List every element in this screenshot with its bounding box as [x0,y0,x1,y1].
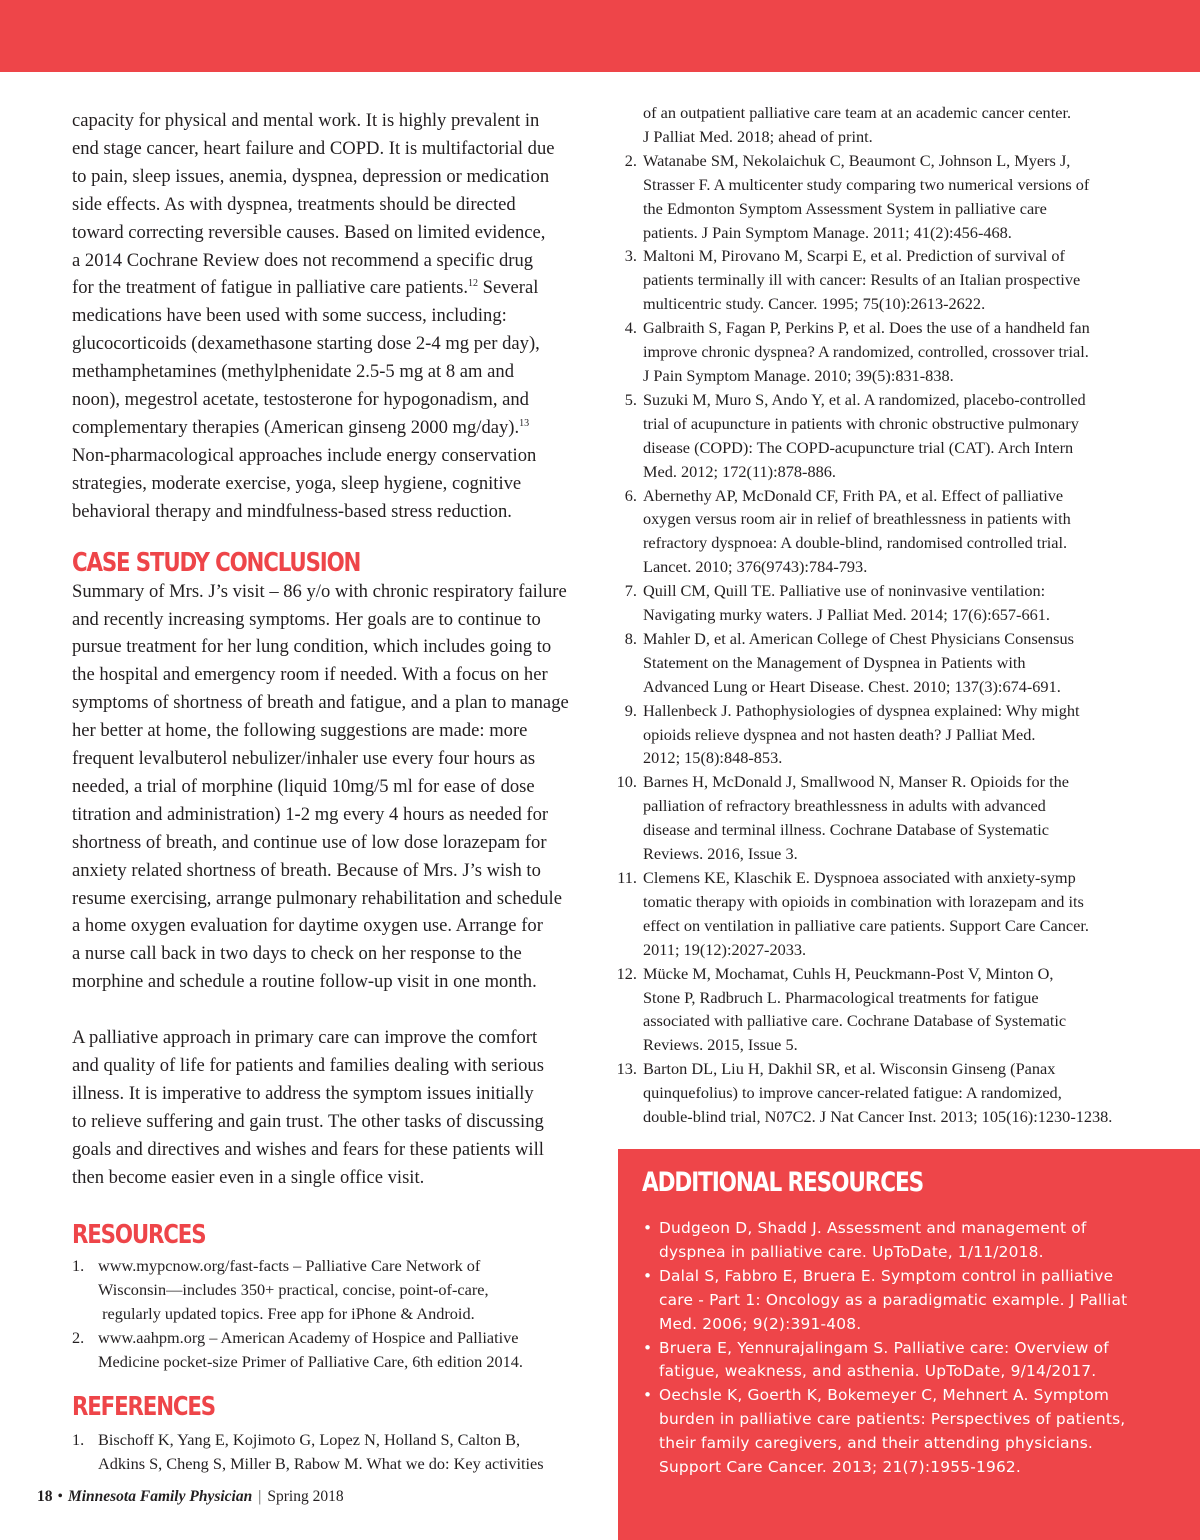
list-item: 3. Maltoni M, Pirovano M, Scarpi E, et al. Prediction of survival of patients terminally ill with cancer: Results of an Italian prospective multicentric study. Cancer. 1995; 75(10):2613-2622. [624,246,1081,314]
page-footer [37,1488,344,1506]
list-item: • Dalal S, Fabbro E, Bruera E. Symptom control in palliative care - Part 1: Oncology as a paradigmatic example. J Palliat Med. 2006; 9(2):391-408. [643,1266,1128,1333]
list-item: 6. Abernethy AP, McDonald CF, Frith PA, et al. Effect of palliative oxygen versus room air in relief of breathlessness in patients with refractory dyspnoea: A double-blind, randomised controlled trial. Lancet. 2010; 376(9743):784-793. [624,485,1071,577]
additional-resources-box [618,1149,1200,1540]
list-item: 2. www.aahpm.org – American Academy of Hospice and Palliative Medicine pocket-size Primer of Palliative Care, 6th edition 2014. [72,1327,524,1371]
list-item: 12. Mücke M, Mochamat, Cuhls H, Peuckmann-Post V, Minton O, Stone P, Radbruch L. Pharmacological treatments for fatigue associated with palliative care. Cochrane Database of Systematic Reviews. 2015, Issue 5. [616,963,1067,1055]
top-color-band [0,0,1200,72]
list-item: 9. Hallenbeck J. Pathophysiologies of dyspnea explained: Why might opioids relieve dyspnea and not hasten death? J Palliat Med. 2012; 15(8):848-853. [624,700,1080,768]
left-column [72,107,584,1476]
bullet-icon: • [643,1219,653,1237]
list-item: 10. Barnes H, McDonald J, Smallwood N, Manser R. Opioids for the palliation of refractory breathlessness in adults with advanced disease and terminal illness. Cochrane Database of Systematic Reviews. 2016, Issue 3. [616,772,1069,864]
list-item: • Dudgeon D, Shadd J. Assessment and management of dyspnea in palliative care. UpToDate, 1/11/2018. [643,1219,1087,1261]
list-item: 13. Barton DL, Liu H, Dakhil SR, et al. Wisconsin Ginseng (Panax quinquefolius) to improve cancer-related fatigue: A randomized, double-blind trial, N07C2. J Nat Cancer Inst. 2013; 105(16):1230-1238. [616,1059,1113,1127]
magazine-title: Minnesota Family Physician [67,1488,253,1505]
list-item: 1. www.mypcnow.org/fast-facts – Palliative Care Network of Wisconsin—includes 350+ practical, concise, point-of-care, regularly updated topics. Free app for iPhone & Android. [72,1255,489,1323]
fatigue-paragraph: capacity for physical and mental work. It is highly prevalent in end stage cancer, heart failure and COPD. It is multifactorial due to pain, sleep issues, anemia, dyspnea, depression or medication side effects. As with dyspnea, treatments should be directed toward correcting reversible causes. Based on limited evidence, a 2014 Cochrane Review does not recommend a specific drug for the treatment of fatigue in palliative care patients.$^{12}$ Several medications have been used with some success, including: glucocorticoids (dexamethasone starting dose 2-4 mg per day), methamphetamines (methylphenidate 2.5-5 mg at 8 am and noon), megestrol acetate, testosterone for hypogonadism, and complementary therapies (American ginseng 2000 mg/day).$^{13}$ Non-pharmacological approaches include energy conservation strategies, moderate exercise, yoga, sleep hygiene, cognitive behavioral therapy and mindfulness-based stress reduction. [72,110,555,522]
case-study-paragraph: Summary of Mrs. J’s visit – 86 y/o with chronic respiratory failure and recently increasing symptoms. Her goals are to continue to pursue treatment for her lung condition, which includes going to the hospital and emergency room if needed. With a focus on her symptoms of shortness of breath and fatigue, and a plan to manage her better at home, the following suggestions are made: more frequent levalbuterol nebulizer/inhaler use every four hours as needed, a trial of morphine (liquid 10mg/5 ml for ease of dose titration and administration) 1-2 mg every 4 hours as needed for shortness of breath, and continue use of low dose lorazepam for anxiety related shortness of breath. Because of Mrs. J’s wish to resume exercising, arrange pulmonary rehabilitation and schedule a home oxygen evaluation for daytime oxygen use. Arrange for a nurse call back in two days to check on her response to the morphine and schedule a routine follow-up visit in one month. [72,580,569,993]
bullet-icon: • [643,1338,653,1357]
footer-separator: | [258,1488,262,1505]
bullet-icon: • [643,1386,653,1405]
footnote-12: 12 [467,278,478,290]
references-list-continued [618,101,1138,1129]
list-item: 4. Galbraith S, Fagan P, Perkins P, et al. Does the use of a handheld fan improve chronic dyspnea? A randomized, controlled, crossover trial. J Pain Symptom Manage. 2010; 39(5):831-838. [624,318,1090,385]
footnote-13: 13 [519,417,530,429]
additional-resources-list [643,1217,1148,1480]
references-list-start [72,1428,584,1476]
closing-paragraph: A palliative approach in primary care can improve the comfort and quality of life for patients and families dealing with serious illness. It is imperative to address the symptom issues initially to relieve suffering and gain trust. The other tasks of discussing goals and directives and wishes and fears for these patients will then become easier even in a single office visit. [72,1027,544,1188]
list-item: 11. Clemens KE, Klaschik E. Dyspnoea associated with anxiety-symp tomatic therapy with opioids in combination with lorazepam and its effect on ventilation in palliative care patients. Support Care Cancer. 2011; 19(12):2027-2033. [617,868,1089,959]
additional-resources-heading: ADDITIONAL RESOURCES [642,1167,924,1198]
list-item: 1. Bischoff K, Yang E, Kojimoto G, Lopez N, Holland S, Calton B, Adkins S, Cheng S, Miller B, Rabow M. What we do: Key activities [72,1429,544,1473]
list-item: • Oechsle K, Goerth K, Bokemeyer C, Mehnert A. Symptom burden in palliative care patients: Perspectives of patients, their family caregivers, and their attending physicians. Support Care Cancer. 2013; 21(7):1955-1962. [643,1386,1126,1477]
list-item: 2. Watanabe SM, Nekolaichuk C, Beaumont C, Johnson L, Myers J, Strasser F. A multicenter study comparing two numerical versions of the Edmonton Symptom Assessment System in palliative care patients. J Pain Symptom Manage. 2011; 41(2):456-468. [624,150,1090,242]
case-study-conclusion-heading: CASE STUDY CONCLUSION [72,547,361,578]
page-number: 18 [37,1488,53,1505]
references-heading: REFERENCES [72,1391,216,1422]
resources-heading: RESOURCES [72,1219,206,1250]
footer-bullet: • [57,1488,63,1505]
resources-list [72,1254,584,1374]
list-item: 7. Quill CM, Quill TE. Palliative use of noninvasive ventilation: Navigating murky waters. J Palliat Med. 2014; 17(6):657-661. [624,581,1050,625]
list-item: • Bruera E, Yennurajalingam S. Palliative care: Overview of fatigue, weakness, and asthenia. UpToDate, 9/14/2017. [643,1338,1109,1381]
list-item: 8. Mahler D, et al. American College of Chest Physicians Consensus Statement on the Management of Dyspnea in Patients with Advanced Lung or Heart Disease. Chest. 2010; 137(3):674-691. [624,628,1074,696]
issue-label: Spring 2018 [267,1488,344,1505]
list-item: of an outpatient palliative care team at an academic cancer center. J Palliat Med. 2018; ahead of print. [643,103,1072,146]
list-item: 5. Suzuki M, Muro S, Ando Y, et al. A randomized, placebo-controlled trial of acupuncture in patients with chronic obstructive pulmonary disease (COPD): The COPD-acupuncture trial (CAT). Arch Intern Med. 2012; 172(11):878-886. [624,389,1086,481]
bullet-icon: • [643,1266,653,1285]
right-column [618,101,1138,1129]
